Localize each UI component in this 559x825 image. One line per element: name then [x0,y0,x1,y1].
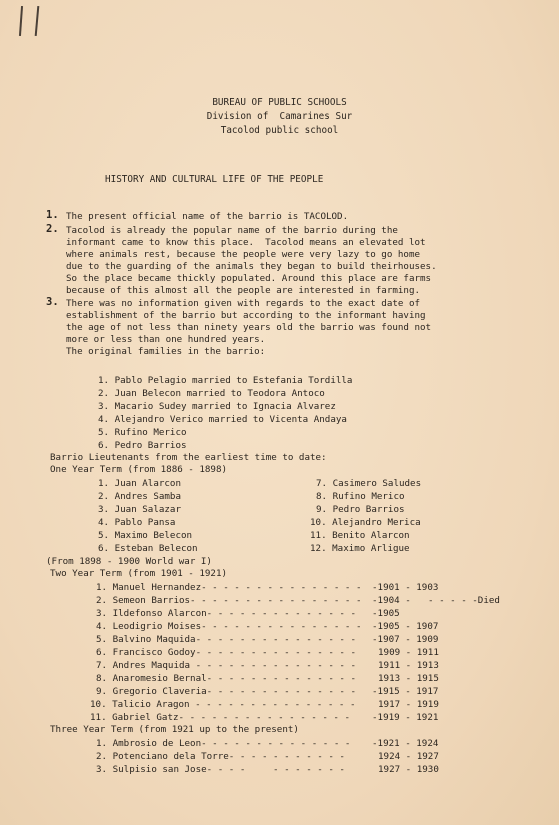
term-entry: 7. Andres Maquida - - - - - - - - - - - - - - - [96,660,356,671]
item-line: due to the guarding of the animals they began to build theirhouses. [66,261,437,272]
item-line: where animals rest, because the people were very lazy to go home [66,249,421,260]
term-years: 1909 - 1911 [378,647,439,658]
term-years: -1921 - 1924 [372,738,439,749]
term-years: -1905 - 1907 [372,621,439,632]
one-year-heading: One Year Term (from 1886 - 1898) [50,464,228,475]
term-years: -1915 - 1917 [372,686,439,697]
term-entry: 6. Francisco Godoy- - - - - - - - - - - - - - - [96,647,356,658]
term-years: 1927 - 1930 [378,764,439,775]
family-item: 5. Rufino Merico [98,427,187,438]
item-line: The present official name of the barrio is TACOLOD. [66,211,349,222]
document-title: HISTORY AND CULTURAL LIFE OF THE PEOPLE [105,174,324,185]
term-entry: 3. Ildefonso Alarcon- - - - - - - - - - - - - - [96,608,356,619]
term-years: -1904 - [372,595,411,606]
term-years: -1907 - 1909 [372,634,439,645]
lieutenant-item: 5. Maximo Belecon [98,530,193,541]
lieutenants-heading: Barrio Lieutenants from the earliest time to date: [50,452,327,463]
term-entry: 2. Semeon Barrios- - - - - - - - - - - - - - - - [96,595,362,606]
term-entry: 3. Sulpisio san Jose- - - - - - - - - - - [96,764,345,775]
term-years: 1917 - 1919 [378,699,439,710]
header-division: Division of Camarines Sur [206,111,353,122]
term-entry: 1. Manuel Hernandez- - - - - - - - - - - - - - - [96,582,362,593]
term-years: 1913 - 1915 [378,673,439,684]
term-entry: 8. Anaromesio Bernal- - - - - - - - - - - - - - [96,673,356,684]
item-line: informant came to know this place. Tacolod means an elevated lot [66,237,426,248]
item-line: because of this almost all the people are interested in farming. [66,285,421,296]
item-line: more or less than one hundred years. [66,334,266,345]
three-year-heading: Three Year Term (from 1921 up to the present) [50,724,299,735]
term-years: -1905 [372,608,400,619]
lieutenant-item: 10. Alejandro Merica [310,517,421,528]
term-entry: 2. Potenciano dela Torre- - - - - - - - - - - [96,751,345,762]
term-entry: 5. Balvino Maquida- - - - - - - - - - - - - - - [96,634,356,645]
two-year-heading: Two Year Term (from 1901 - 1921) [50,568,228,579]
item-number: 1. [46,209,59,221]
family-item: 2. Juan Belecon married to Teodora Antoco [98,388,325,399]
families-heading: The original families in the barrio: [66,346,266,357]
lieutenant-item: 4. Pablo Pansa [98,517,176,528]
pen-mark [19,6,23,36]
item-number: 3. [46,296,59,308]
lieutenant-item: 7. Casimero Saludes [316,478,422,489]
term-entry: 1. Ambrosio de Leon- - - - - - - - - - - - - - [96,738,351,749]
term-entry: 11. Gabriel Gatz- - - - - - - - - - - - - - - - [90,712,350,723]
item-line: Tacolod is already the popular name of the barrio during the [66,225,398,236]
pen-mark [35,6,40,36]
lieutenant-item: 9. Pedro Barrios [316,504,405,515]
lieutenant-item: 6. Esteban Belecon [98,543,198,554]
lieutenant-item: 11. Benito Alarcon [310,530,410,541]
header-bureau: BUREAU OF PUBLIC SCHOOLS [212,97,347,108]
lieutenant-item: 2. Andres Samba [98,491,181,502]
term-years: 1911 - 1913 [378,660,439,671]
lieutenant-item: 3. Juan Salazar [98,504,181,515]
family-item: 3. Macario Sudey married to Ignacia Alvarez [98,401,336,412]
term-years: -1919 - 1921 [372,712,439,723]
family-item: 1. Pablo Pelagio married to Estefania Tordilla [98,375,353,386]
item-line: There was no information given with regards to the exact date of [66,298,421,309]
term-note: - - - - -Died [428,595,500,606]
family-item: 6. Pedro Barrios [98,440,187,451]
item-line: So the place became thickly populated. Around this place are farms [66,273,432,284]
header-school: Tacolod public school [220,125,339,136]
item-line: the age of not less than ninety years old the barrio was found not [66,322,432,333]
lieutenant-item: 8. Rufino Merico [316,491,405,502]
term-years: -1901 - 1903 [372,582,439,593]
lieutenant-item: 1. Juan Alarcon [98,478,181,489]
family-item: 4. Alejandro Verico married to Vicenta Andaya [98,414,347,425]
period-note: (From 1898 - 1900 World war I) [46,556,212,567]
term-entry: 10. Talicio Aragon - - - - - - - - - - - - - - - [90,699,356,710]
term-entry: 9. Gregorio Claveria- - - - - - - - - - - - - - [96,686,356,697]
lieutenant-item: 12. Maximo Arligue [310,543,410,554]
term-years: 1924 - 1927 [378,751,439,762]
item-line: establishment of the barrio but according to the informant having [66,310,426,321]
term-entry: 4. Leodigrio Moises- - - - - - - - - - - - - - - [96,621,362,632]
item-number: 2. [46,223,59,235]
